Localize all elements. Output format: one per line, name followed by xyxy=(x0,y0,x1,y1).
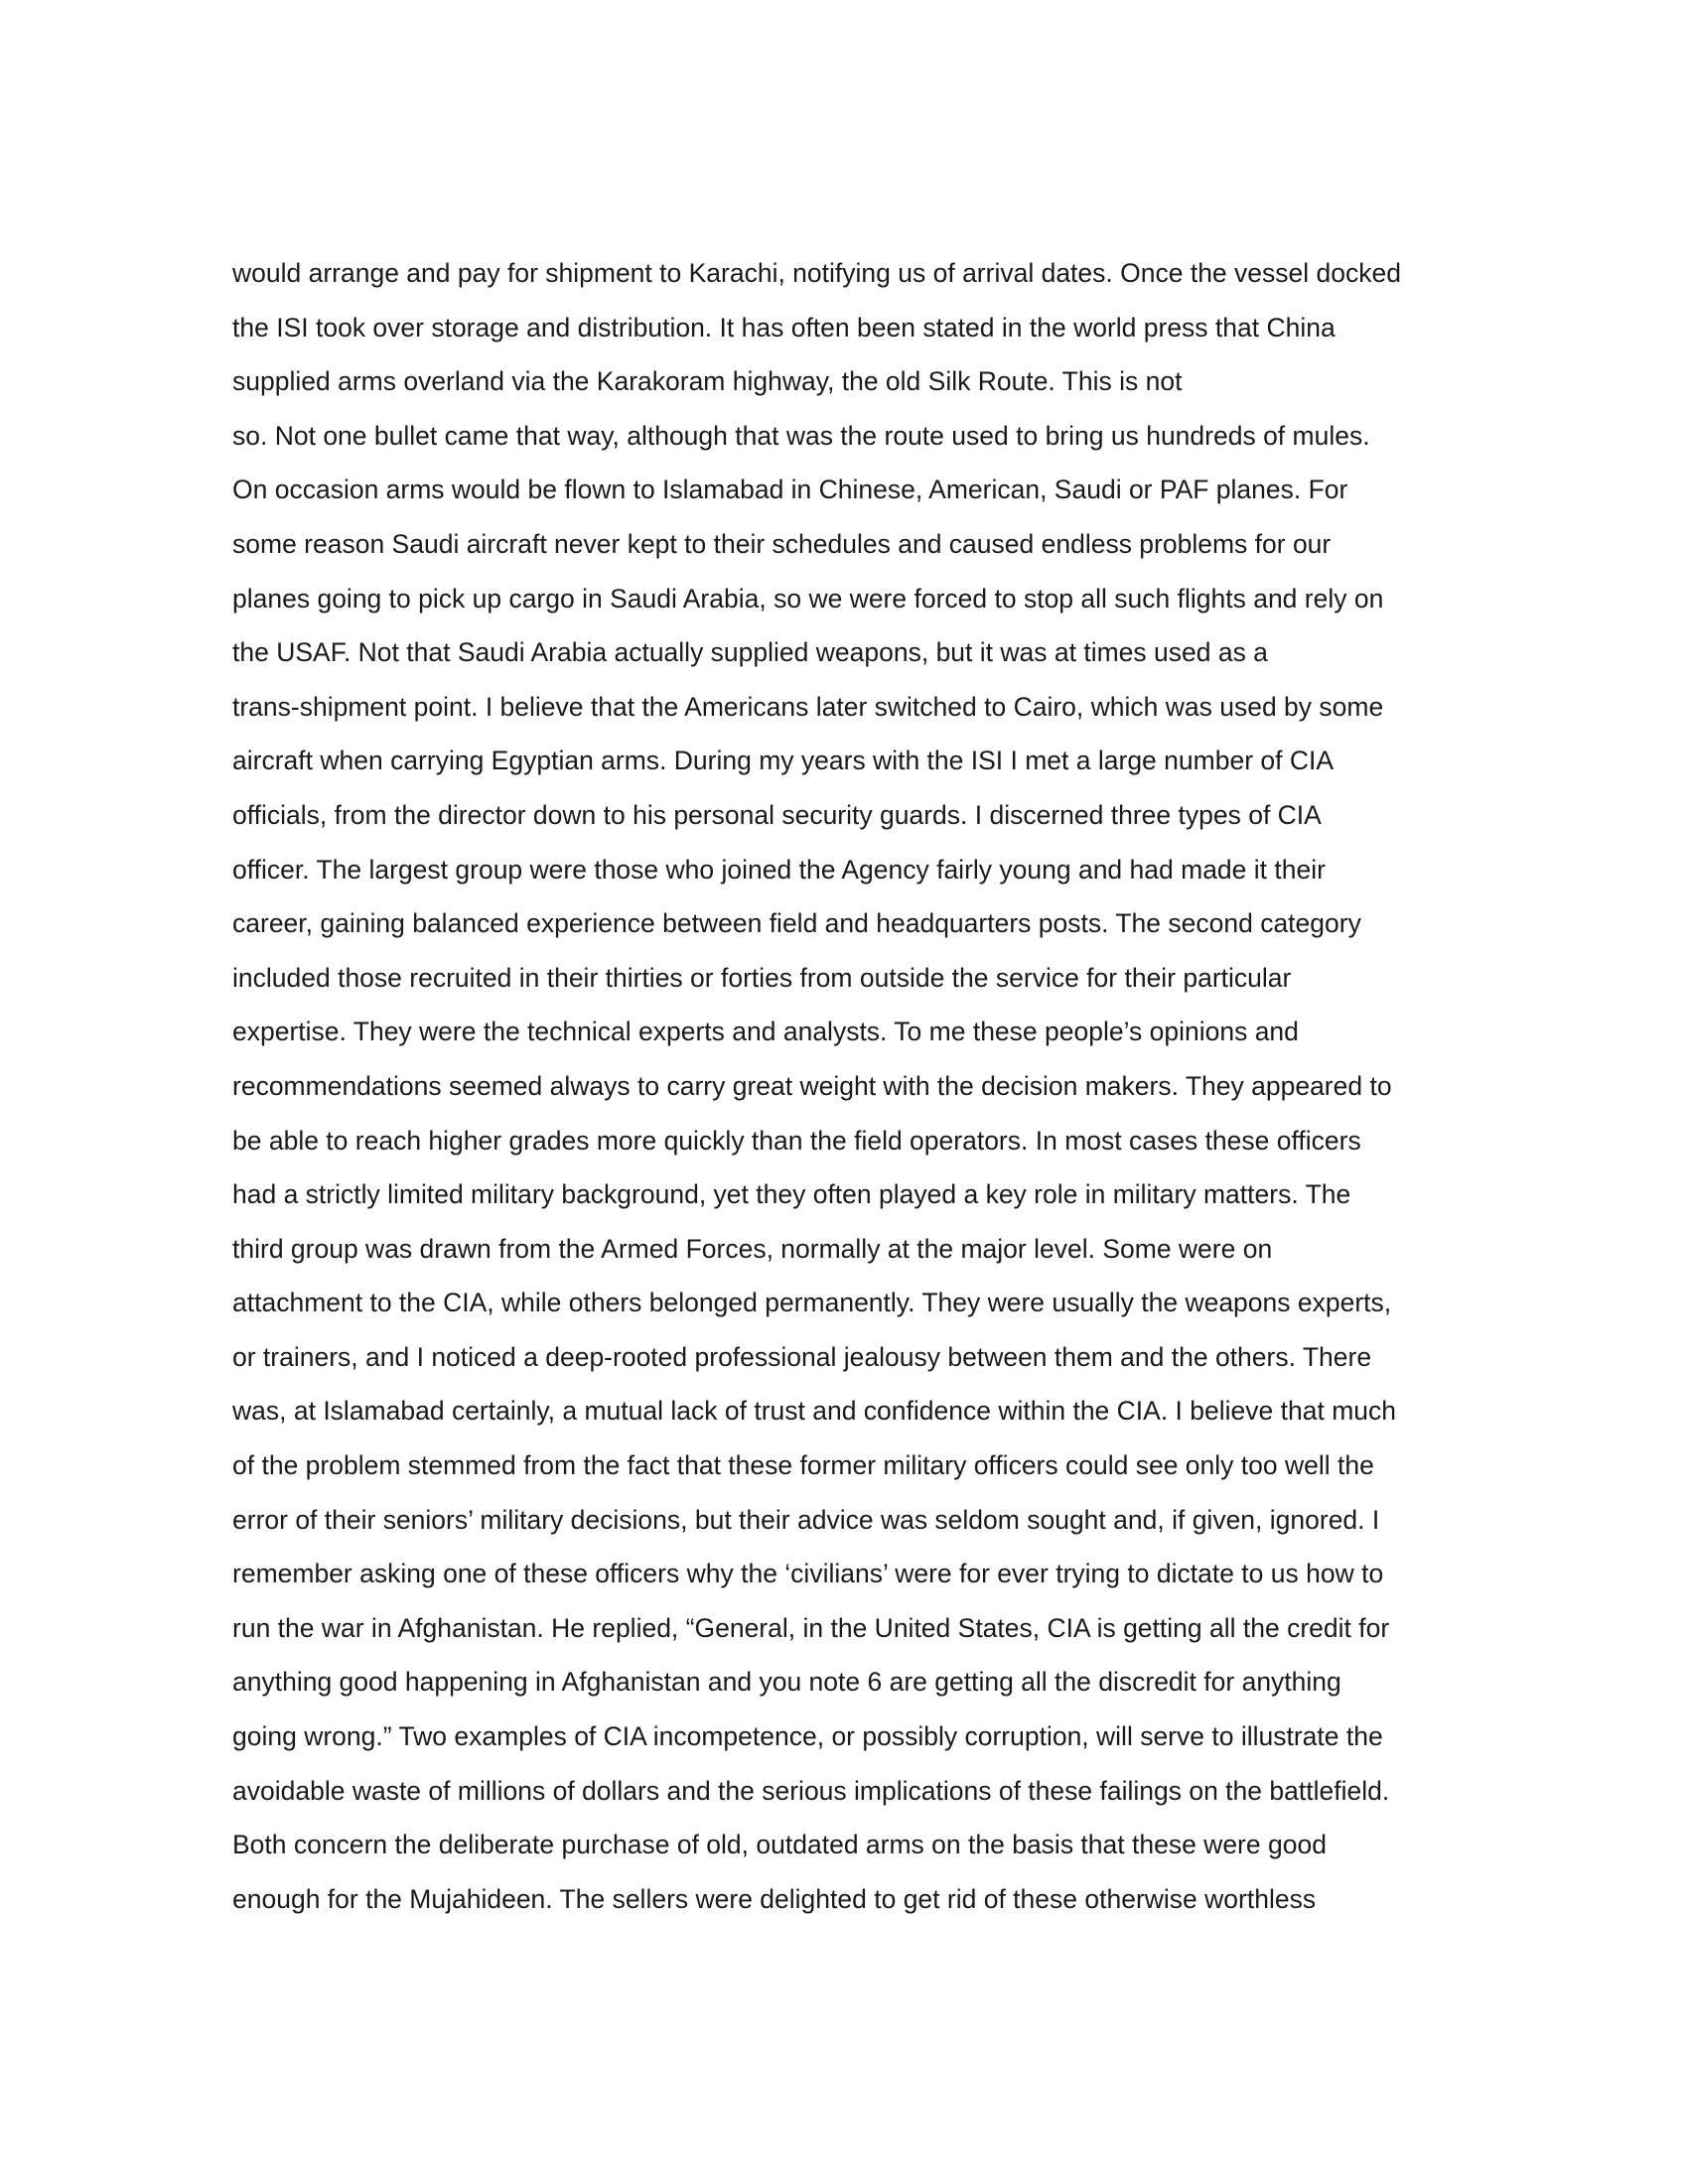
text-line: so. Not one bullet came that way, although that was the route used to bring us hundreds of mules. xyxy=(232,420,1370,451)
text-line: recommendations seemed always to carry great weight with the decision makers. They appeared to xyxy=(232,1070,1392,1101)
text-line: avoidable waste of millions of dollars and the serious implications of these failings on the battlefield. xyxy=(232,1775,1390,1806)
text-line: aircraft when carrying Egyptian arms. During my years with the ISI I met a large number of CIA xyxy=(232,746,1335,776)
text-line: would arrange and pay for shipment to Karachi, notifying us of arrival dates. Once the vessel docked xyxy=(232,258,1401,288)
text-line: error of their seniors’ military decisions, but their advice was seldom sought and, if given, ignored. I xyxy=(232,1504,1380,1535)
text-line: be able to reach higher grades more quickly than the field operators. In most cases these officers xyxy=(232,1125,1361,1156)
text-line: enough for the Mujahideen. The sellers were delighted to get rid of these otherwise worthless xyxy=(232,1883,1317,1914)
text-line: included those recruited in their thirties or forties from outside the service for their particular xyxy=(232,962,1292,993)
body-text xyxy=(232,246,1523,1926)
text-line: had a strictly limited military background, yet they often played a key role in military matters. The xyxy=(232,1179,1351,1210)
text-line: third group was drawn from the Armed Forces, normally at the major level. Some were on xyxy=(232,1233,1273,1264)
text-line: officer. The largest group were those who joined the Agency fairly young and had made it their xyxy=(232,854,1326,885)
text-line: was, at Islamabad certainly, a mutual lack of trust and confidence within the CIA. I believe that much xyxy=(232,1396,1396,1427)
text-line: career, gaining balanced experience between field and headquarters posts. The second category xyxy=(232,908,1361,939)
text-line: attachment to the CIA, while others belonged permanently. They were usually the weapons experts, xyxy=(232,1288,1392,1318)
text-line: the ISI took over storage and distribution. It has often been stated in the world press that China xyxy=(232,312,1336,342)
text-line: of the problem stemmed from the fact that these former military officers could see only too well the xyxy=(232,1450,1374,1481)
text-line: some reason Saudi aircraft never kept to their schedules and caused endless problems for our xyxy=(232,528,1332,559)
text-line: On occasion arms would be flown to Islamabad in Chinese, American, Saudi or PAF planes. For xyxy=(232,475,1348,505)
text-line: run the war in Afghanistan. He replied, “General, in the United States, CIA is getting all the credit for xyxy=(232,1612,1390,1643)
text-line: trans-shipment point. I believe that the Americans later switched to Cairo, which was used by some xyxy=(232,691,1384,722)
text-line: expertise. They were the technical experts and analysts. To me these people’s opinions and xyxy=(232,1017,1299,1047)
text-line: the USAF. Not that Saudi Arabia actually supplied weapons, but it was at times used as a xyxy=(232,637,1268,668)
text-line: supplied arms overland via the Karakoram highway, the old Silk Route. This is not xyxy=(232,366,1183,397)
text-line: remember asking one of these officers why the ‘civilians’ were for ever trying to dictate to us how to xyxy=(232,1559,1384,1589)
text-line: going wrong.” Two examples of CIA incompetence, or possibly corruption, will serve to illustrate the xyxy=(232,1721,1383,1752)
text-line: anything good happening in Afghanistan and you note 6 are getting all the discredit for anything xyxy=(232,1667,1341,1698)
text-line: officials, from the director down to his personal security guards. I discerned three types of CIA xyxy=(232,799,1322,830)
text-line: Both concern the deliberate purchase of old, outdated arms on the basis that these were good xyxy=(232,1830,1327,1860)
text-line: planes going to pick up cargo in Saudi Arabia, so we were forced to stop all such flights and rely on xyxy=(232,583,1384,614)
text-line: or trainers, and I noticed a deep-rooted professional jealousy between them and the others. There xyxy=(232,1341,1372,1372)
